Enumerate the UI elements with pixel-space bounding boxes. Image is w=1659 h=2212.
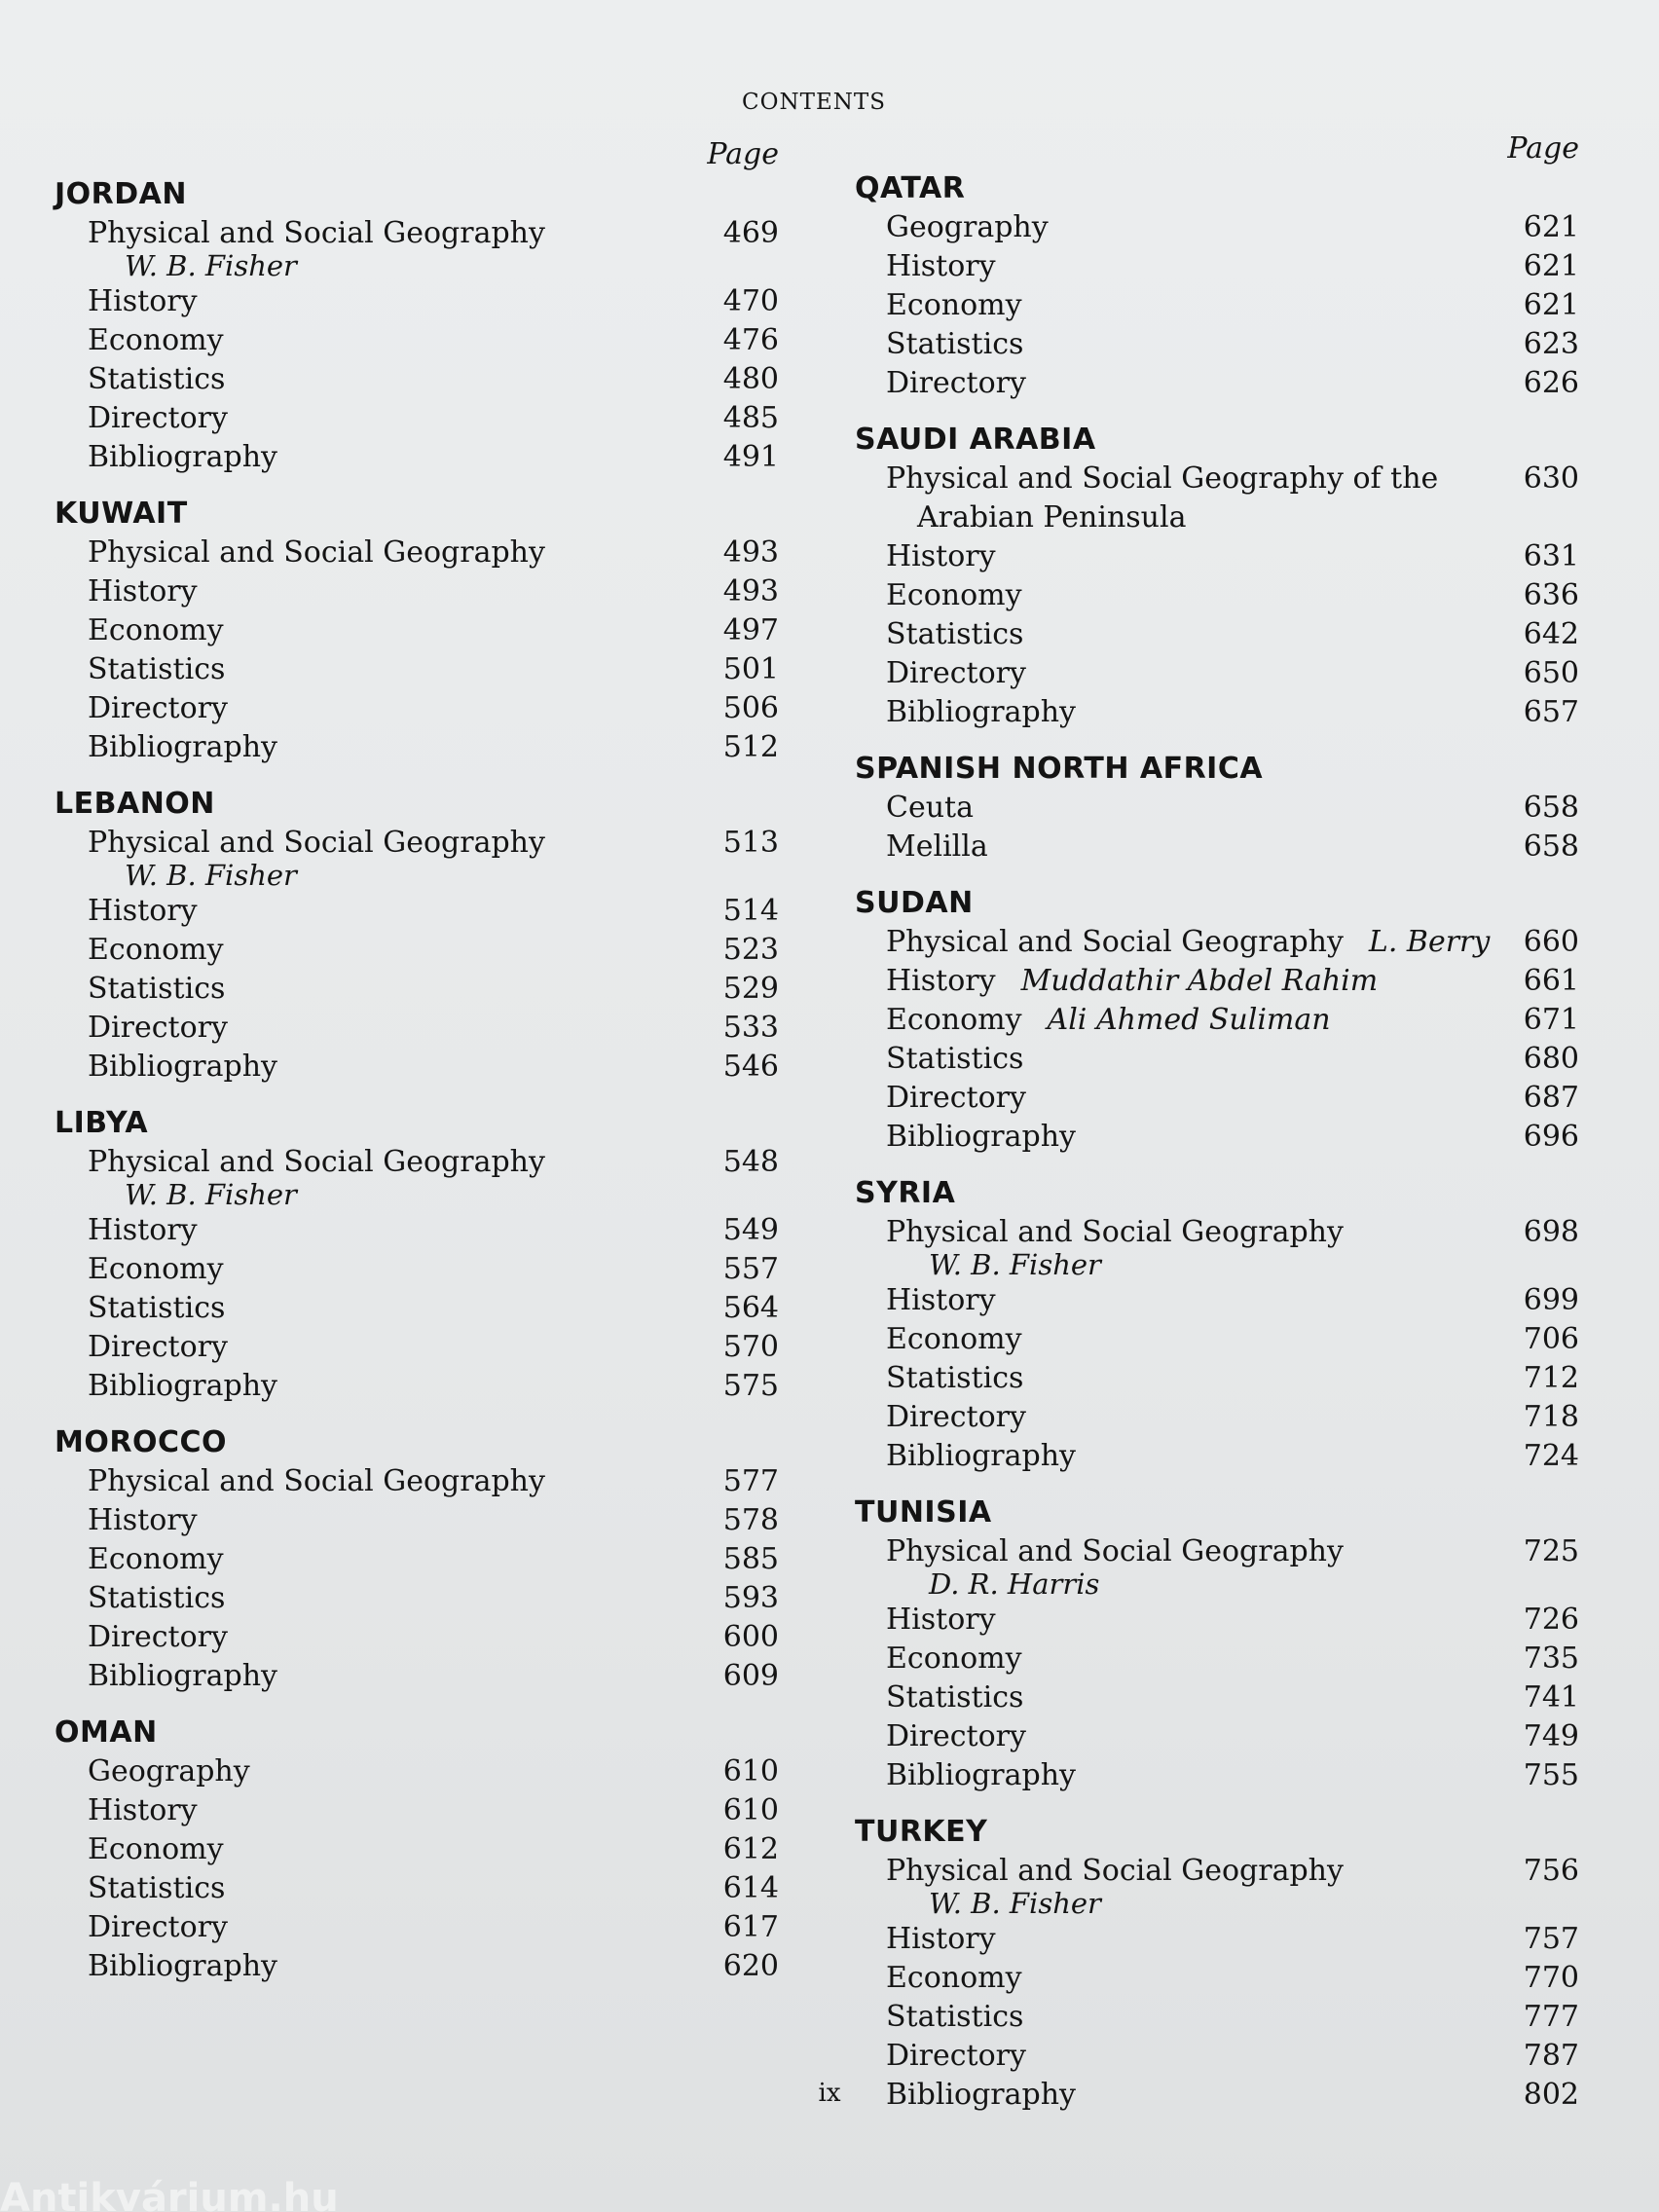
entry-title: History bbox=[88, 1213, 198, 1247]
page-number: 570 bbox=[722, 1330, 779, 1364]
contents-entry bbox=[855, 537, 1587, 576]
page-number: 578 bbox=[722, 1503, 779, 1537]
author-name: Muddathir Abdel Rahim bbox=[1020, 964, 1379, 998]
page-number: 756 bbox=[1523, 1854, 1579, 1888]
page-number: 621 bbox=[1523, 249, 1579, 283]
contents-entry bbox=[55, 1211, 787, 1250]
page-number: 680 bbox=[1523, 1042, 1579, 1076]
author-name: L. Berry bbox=[1368, 925, 1491, 959]
entry-title: Physical and Social Geography bbox=[886, 1854, 1344, 1888]
contents-entry bbox=[855, 962, 1587, 1001]
contents-entry bbox=[855, 1852, 1587, 1891]
contents-entry bbox=[55, 1540, 787, 1579]
entry-title: Statistics bbox=[886, 1680, 1024, 1714]
entry-title: Bibliography bbox=[886, 2078, 1076, 2112]
page-number: 617 bbox=[722, 1910, 779, 1944]
contents-entry bbox=[55, 1501, 787, 1540]
entry-title: Economy bbox=[886, 578, 1022, 612]
watermark-logo: Antikvárium.hu bbox=[0, 2179, 339, 2212]
entry-title: History bbox=[886, 964, 996, 998]
country-heading: LEBANON bbox=[55, 787, 215, 821]
page-number: 650 bbox=[1523, 656, 1579, 690]
country-section bbox=[855, 421, 1587, 732]
entry-title: Geography bbox=[886, 210, 1049, 244]
contents-entry bbox=[55, 611, 787, 650]
country-section bbox=[55, 495, 787, 767]
contents-entry bbox=[55, 970, 787, 1009]
contents-entry bbox=[55, 534, 787, 572]
contents-entry bbox=[855, 1320, 1587, 1359]
entry-title: History bbox=[88, 574, 198, 608]
entry-title: Statistics bbox=[88, 1871, 226, 1905]
country-section bbox=[55, 175, 787, 477]
page-number: 725 bbox=[1523, 1534, 1579, 1568]
country-heading: SAUDI ARABIA bbox=[855, 423, 1096, 457]
page-number: 699 bbox=[1523, 1283, 1579, 1317]
page-number: 636 bbox=[1523, 578, 1579, 612]
page-number: 476 bbox=[722, 323, 779, 357]
entry-title: Bibliography bbox=[886, 1758, 1076, 1792]
contents-entry bbox=[55, 824, 787, 863]
contents-entry bbox=[55, 1462, 787, 1501]
entry-title: Directory bbox=[886, 2039, 1026, 2073]
entry-title: Economy bbox=[88, 323, 224, 357]
entry-title: Statistics bbox=[886, 1042, 1024, 1076]
entry-title: Physical and Social Geography bbox=[88, 1464, 545, 1498]
contents-entry bbox=[55, 438, 787, 477]
contents-entry bbox=[55, 321, 787, 360]
entry-title: Directory bbox=[886, 366, 1026, 400]
page-number: 698 bbox=[1523, 1215, 1579, 1249]
contents-entry bbox=[855, 828, 1587, 866]
contents-entry bbox=[55, 1143, 787, 1182]
country-heading: SPANISH NORTH AFRICA bbox=[855, 752, 1264, 786]
contents-entry bbox=[855, 923, 1587, 962]
entry-title: Bibliography bbox=[88, 1369, 277, 1403]
contents-entry bbox=[855, 1678, 1587, 1717]
page-number: 712 bbox=[1523, 1361, 1579, 1395]
contents-entry bbox=[55, 1947, 787, 1986]
page-number: 501 bbox=[722, 652, 779, 686]
country-heading: SUDAN bbox=[855, 886, 974, 920]
contents-entry bbox=[55, 1908, 787, 1947]
page-number: 533 bbox=[722, 1011, 779, 1045]
page-column-heading: Page bbox=[707, 137, 779, 171]
page-number: 658 bbox=[1523, 791, 1579, 825]
country-section bbox=[55, 785, 787, 1087]
entry-title: Directory bbox=[886, 1081, 1026, 1115]
page-number: 512 bbox=[722, 730, 779, 764]
entry-title: Physical and Social Geography bbox=[88, 826, 545, 860]
contents-entry bbox=[855, 1920, 1587, 1959]
contents-entry bbox=[855, 247, 1587, 286]
page-number: 787 bbox=[1523, 2039, 1579, 2073]
page-number: 513 bbox=[722, 826, 779, 860]
page-number: 724 bbox=[1523, 1439, 1579, 1473]
entry-title: Physical and Social Geography bbox=[88, 216, 545, 250]
contents-entry bbox=[855, 498, 1587, 537]
author-name: W. B. Fisher bbox=[125, 859, 297, 892]
entry-title: Statistics bbox=[88, 1581, 226, 1615]
page-number: 493 bbox=[722, 574, 779, 608]
entry-title: Geography bbox=[88, 1754, 250, 1788]
contents-entry bbox=[55, 892, 787, 931]
page-number: 657 bbox=[1523, 695, 1579, 729]
contents-entry bbox=[855, 1601, 1587, 1640]
contents-entry bbox=[855, 1756, 1587, 1795]
country-heading: TURKEY bbox=[855, 1815, 988, 1849]
contents-entry bbox=[55, 1367, 787, 1406]
entry-title: Physical and Social Geography bbox=[886, 1215, 1344, 1249]
page-number: 630 bbox=[1523, 461, 1579, 496]
entry-title: Statistics bbox=[886, 2000, 1024, 2034]
entry-title: Economy bbox=[886, 1003, 1022, 1037]
page-number: 626 bbox=[1523, 366, 1579, 400]
entry-title: Bibliography bbox=[88, 730, 277, 764]
contents-entry bbox=[855, 654, 1587, 693]
contents-entry bbox=[855, 693, 1587, 732]
contents-entry bbox=[855, 1118, 1587, 1157]
entry-title: Economy bbox=[88, 1252, 224, 1286]
entry-title: Directory bbox=[88, 1330, 228, 1364]
contents-column-right bbox=[855, 131, 1587, 2132]
page-number: 557 bbox=[722, 1252, 779, 1286]
page-number: 549 bbox=[722, 1213, 779, 1247]
entry-title: Directory bbox=[886, 1719, 1026, 1753]
entry-title: Physical and Social Geography bbox=[88, 1145, 545, 1179]
contents-entry bbox=[55, 214, 787, 253]
contents-entry bbox=[55, 1791, 787, 1830]
entry-title: Statistics bbox=[886, 617, 1024, 651]
page-number: 585 bbox=[722, 1542, 779, 1576]
page-number: 658 bbox=[1523, 830, 1579, 864]
country-heading: KUWAIT bbox=[55, 497, 188, 531]
contents-entry bbox=[855, 1398, 1587, 1437]
contents-entry bbox=[855, 1040, 1587, 1079]
entry-title: Physical and Social Geography bbox=[886, 925, 1344, 959]
page-number: 577 bbox=[722, 1464, 779, 1498]
entry-title: Statistics bbox=[88, 972, 226, 1006]
country-section bbox=[55, 1423, 787, 1696]
page-number: 741 bbox=[1523, 1680, 1579, 1714]
contents-entry bbox=[855, 364, 1587, 403]
page-number: 609 bbox=[722, 1659, 779, 1693]
contents-entry bbox=[855, 1001, 1587, 1040]
entry-title: Statistics bbox=[88, 362, 226, 396]
page-number-folio: ix bbox=[818, 2079, 841, 2108]
entry-title: History bbox=[886, 1603, 996, 1637]
contents-entry bbox=[855, 615, 1587, 654]
page-number: 485 bbox=[722, 401, 779, 435]
page-number: 749 bbox=[1523, 1719, 1579, 1753]
entry-title: Statistics bbox=[88, 1291, 226, 1325]
page-number: 726 bbox=[1523, 1603, 1579, 1637]
contents-entry bbox=[855, 325, 1587, 364]
contents-entry bbox=[55, 572, 787, 611]
page-number: 621 bbox=[1523, 288, 1579, 322]
country-section bbox=[55, 1714, 787, 1986]
entry-title: History bbox=[886, 249, 996, 283]
page-number: 735 bbox=[1523, 1641, 1579, 1676]
contents-entry bbox=[55, 1752, 787, 1791]
entry-title: Economy bbox=[886, 1961, 1022, 1995]
contents-entry bbox=[855, 576, 1587, 615]
entry-title: Statistics bbox=[886, 327, 1024, 361]
contents-entry bbox=[55, 1869, 787, 1908]
entry-title: Bibliography bbox=[88, 1659, 277, 1693]
page-number: 696 bbox=[1523, 1120, 1579, 1154]
entry-title: History bbox=[886, 1922, 996, 1956]
entry-title: History bbox=[88, 284, 198, 318]
entry-title: Economy bbox=[88, 933, 224, 967]
country-heading: JORDAN bbox=[55, 177, 187, 211]
contents-entry bbox=[855, 789, 1587, 828]
page-number: 610 bbox=[722, 1754, 779, 1788]
country-section bbox=[855, 750, 1587, 866]
entry-title: Economy bbox=[88, 613, 224, 647]
author-name: W. B. Fisher bbox=[929, 1248, 1101, 1281]
contents-entry bbox=[55, 360, 787, 399]
contents-entry bbox=[855, 1437, 1587, 1476]
contents-entry bbox=[55, 1250, 787, 1289]
country-heading: QATAR bbox=[855, 171, 966, 205]
entry-title: Bibliography bbox=[88, 1949, 277, 1983]
entry-title: Physical and Social Geography bbox=[886, 1534, 1344, 1568]
contents-entry bbox=[55, 1048, 787, 1087]
country-section bbox=[855, 1813, 1587, 2115]
entry-title: Economy bbox=[886, 1322, 1022, 1356]
entry-title: History bbox=[88, 894, 198, 928]
entry-title: Directory bbox=[886, 656, 1026, 690]
entry-title: Bibliography bbox=[88, 1050, 277, 1084]
contents-entry bbox=[855, 2037, 1587, 2076]
entry-title: Bibliography bbox=[88, 440, 277, 474]
page-number: 600 bbox=[722, 1620, 779, 1654]
contents-entry bbox=[55, 1289, 787, 1328]
page-number: 706 bbox=[1523, 1322, 1579, 1356]
page-number: 642 bbox=[1523, 617, 1579, 651]
contents-entry bbox=[855, 286, 1587, 325]
country-section bbox=[855, 1174, 1587, 1476]
page-number: 497 bbox=[722, 613, 779, 647]
contents-entry bbox=[55, 931, 787, 970]
page-number: 470 bbox=[722, 284, 779, 318]
page-number: 493 bbox=[722, 535, 779, 570]
page-number: 661 bbox=[1523, 964, 1579, 998]
page-number: 523 bbox=[722, 933, 779, 967]
country-heading: SYRIA bbox=[855, 1176, 956, 1210]
page-number: 575 bbox=[722, 1369, 779, 1403]
contents-entry bbox=[55, 1830, 787, 1869]
entry-title: History bbox=[88, 1793, 198, 1827]
page-number: 469 bbox=[722, 216, 779, 250]
entry-title: Melilla bbox=[886, 830, 988, 864]
page-number: 623 bbox=[1523, 327, 1579, 361]
country-section bbox=[55, 1104, 787, 1406]
contents-entry bbox=[55, 1328, 787, 1367]
entry-title: Directory bbox=[88, 1011, 228, 1045]
page-number: 757 bbox=[1523, 1922, 1579, 1956]
entry-title: Directory bbox=[88, 401, 228, 435]
contents-entry bbox=[55, 1579, 787, 1618]
entry-title: Physical and Social Geography of the bbox=[886, 461, 1439, 496]
page-number: 612 bbox=[722, 1832, 779, 1866]
contents-entry bbox=[55, 689, 787, 728]
page-column-heading: Page bbox=[1507, 131, 1579, 166]
page-number: 671 bbox=[1523, 1003, 1579, 1037]
page-number: 631 bbox=[1523, 539, 1579, 573]
entry-title: Economy bbox=[886, 288, 1022, 322]
entry-title: Physical and Social Geography bbox=[88, 535, 545, 570]
contents-entry bbox=[855, 1213, 1587, 1252]
page-number: 610 bbox=[722, 1793, 779, 1827]
country-section bbox=[855, 1493, 1587, 1795]
entry-title: Directory bbox=[88, 1620, 228, 1654]
page-number: 660 bbox=[1523, 925, 1579, 959]
page-number: 755 bbox=[1523, 1758, 1579, 1792]
contents-entry bbox=[855, 1640, 1587, 1678]
entry-title: Directory bbox=[886, 1400, 1026, 1434]
contents-entry bbox=[855, 1359, 1587, 1398]
author-name: W. B. Fisher bbox=[125, 1178, 297, 1211]
page-number: 480 bbox=[722, 362, 779, 396]
entry-title: History bbox=[88, 1503, 198, 1537]
contents-entry bbox=[55, 282, 787, 321]
page-number: 529 bbox=[722, 972, 779, 1006]
contents-entry bbox=[855, 1079, 1587, 1118]
page-number: 506 bbox=[722, 691, 779, 725]
page-number: 614 bbox=[722, 1871, 779, 1905]
entry-title: Directory bbox=[88, 1910, 228, 1944]
author-name: W. B. Fisher bbox=[929, 1887, 1101, 1920]
entry-title: Bibliography bbox=[886, 695, 1076, 729]
page-number: 548 bbox=[722, 1145, 779, 1179]
entry-title: History bbox=[886, 1283, 996, 1317]
page-number: 593 bbox=[722, 1581, 779, 1615]
country-heading: TUNISIA bbox=[855, 1495, 992, 1530]
page-number: 770 bbox=[1523, 1961, 1579, 1995]
page-title: CONTENTS bbox=[742, 90, 886, 115]
contents-entry bbox=[855, 1281, 1587, 1320]
contents-entry bbox=[855, 208, 1587, 247]
page-number: 687 bbox=[1523, 1081, 1579, 1115]
contents-entry bbox=[55, 399, 787, 438]
page-number: 546 bbox=[722, 1050, 779, 1084]
entry-title: Statistics bbox=[88, 652, 226, 686]
contents-entry bbox=[855, 1532, 1587, 1571]
entry-title: Economy bbox=[886, 1641, 1022, 1676]
contents-entry bbox=[855, 1717, 1587, 1756]
page-number: 621 bbox=[1523, 210, 1579, 244]
contents-entry bbox=[55, 1009, 787, 1048]
entry-title: Economy bbox=[88, 1542, 224, 1576]
entry-title: Ceuta bbox=[886, 791, 974, 825]
contents-entry bbox=[855, 1998, 1587, 2037]
page-number: 514 bbox=[722, 894, 779, 928]
country-heading: LIBYA bbox=[55, 1106, 149, 1140]
entry-title: Arabian Peninsula bbox=[917, 500, 1187, 535]
country-heading: OMAN bbox=[55, 1715, 158, 1750]
page-number: 491 bbox=[722, 440, 779, 474]
author-name: D. R. Harris bbox=[929, 1567, 1100, 1601]
contents-entry bbox=[55, 650, 787, 689]
page-number: 718 bbox=[1523, 1400, 1579, 1434]
page-number: 802 bbox=[1523, 2078, 1579, 2112]
entry-title: Economy bbox=[88, 1832, 224, 1866]
entry-title: History bbox=[886, 539, 996, 573]
entry-title: Directory bbox=[88, 691, 228, 725]
entry-title: Statistics bbox=[886, 1361, 1024, 1395]
contents-column-left bbox=[55, 134, 787, 2004]
contents-entry bbox=[855, 1959, 1587, 1998]
entry-title: Bibliography bbox=[886, 1120, 1076, 1154]
country-heading: MOROCCO bbox=[55, 1425, 227, 1459]
contents-entry bbox=[55, 1618, 787, 1657]
entry-title: Bibliography bbox=[886, 1439, 1076, 1473]
page-number: 620 bbox=[722, 1949, 779, 1983]
country-section bbox=[855, 884, 1587, 1157]
country-section bbox=[855, 169, 1587, 403]
contents-entry bbox=[55, 728, 787, 767]
page-number: 777 bbox=[1523, 2000, 1579, 2034]
page-number: 564 bbox=[722, 1291, 779, 1325]
contents-entry bbox=[855, 460, 1587, 498]
author-name: W. B. Fisher bbox=[125, 249, 297, 282]
author-name: Ali Ahmed Suliman bbox=[1047, 1003, 1331, 1037]
contents-entry bbox=[55, 1657, 787, 1696]
